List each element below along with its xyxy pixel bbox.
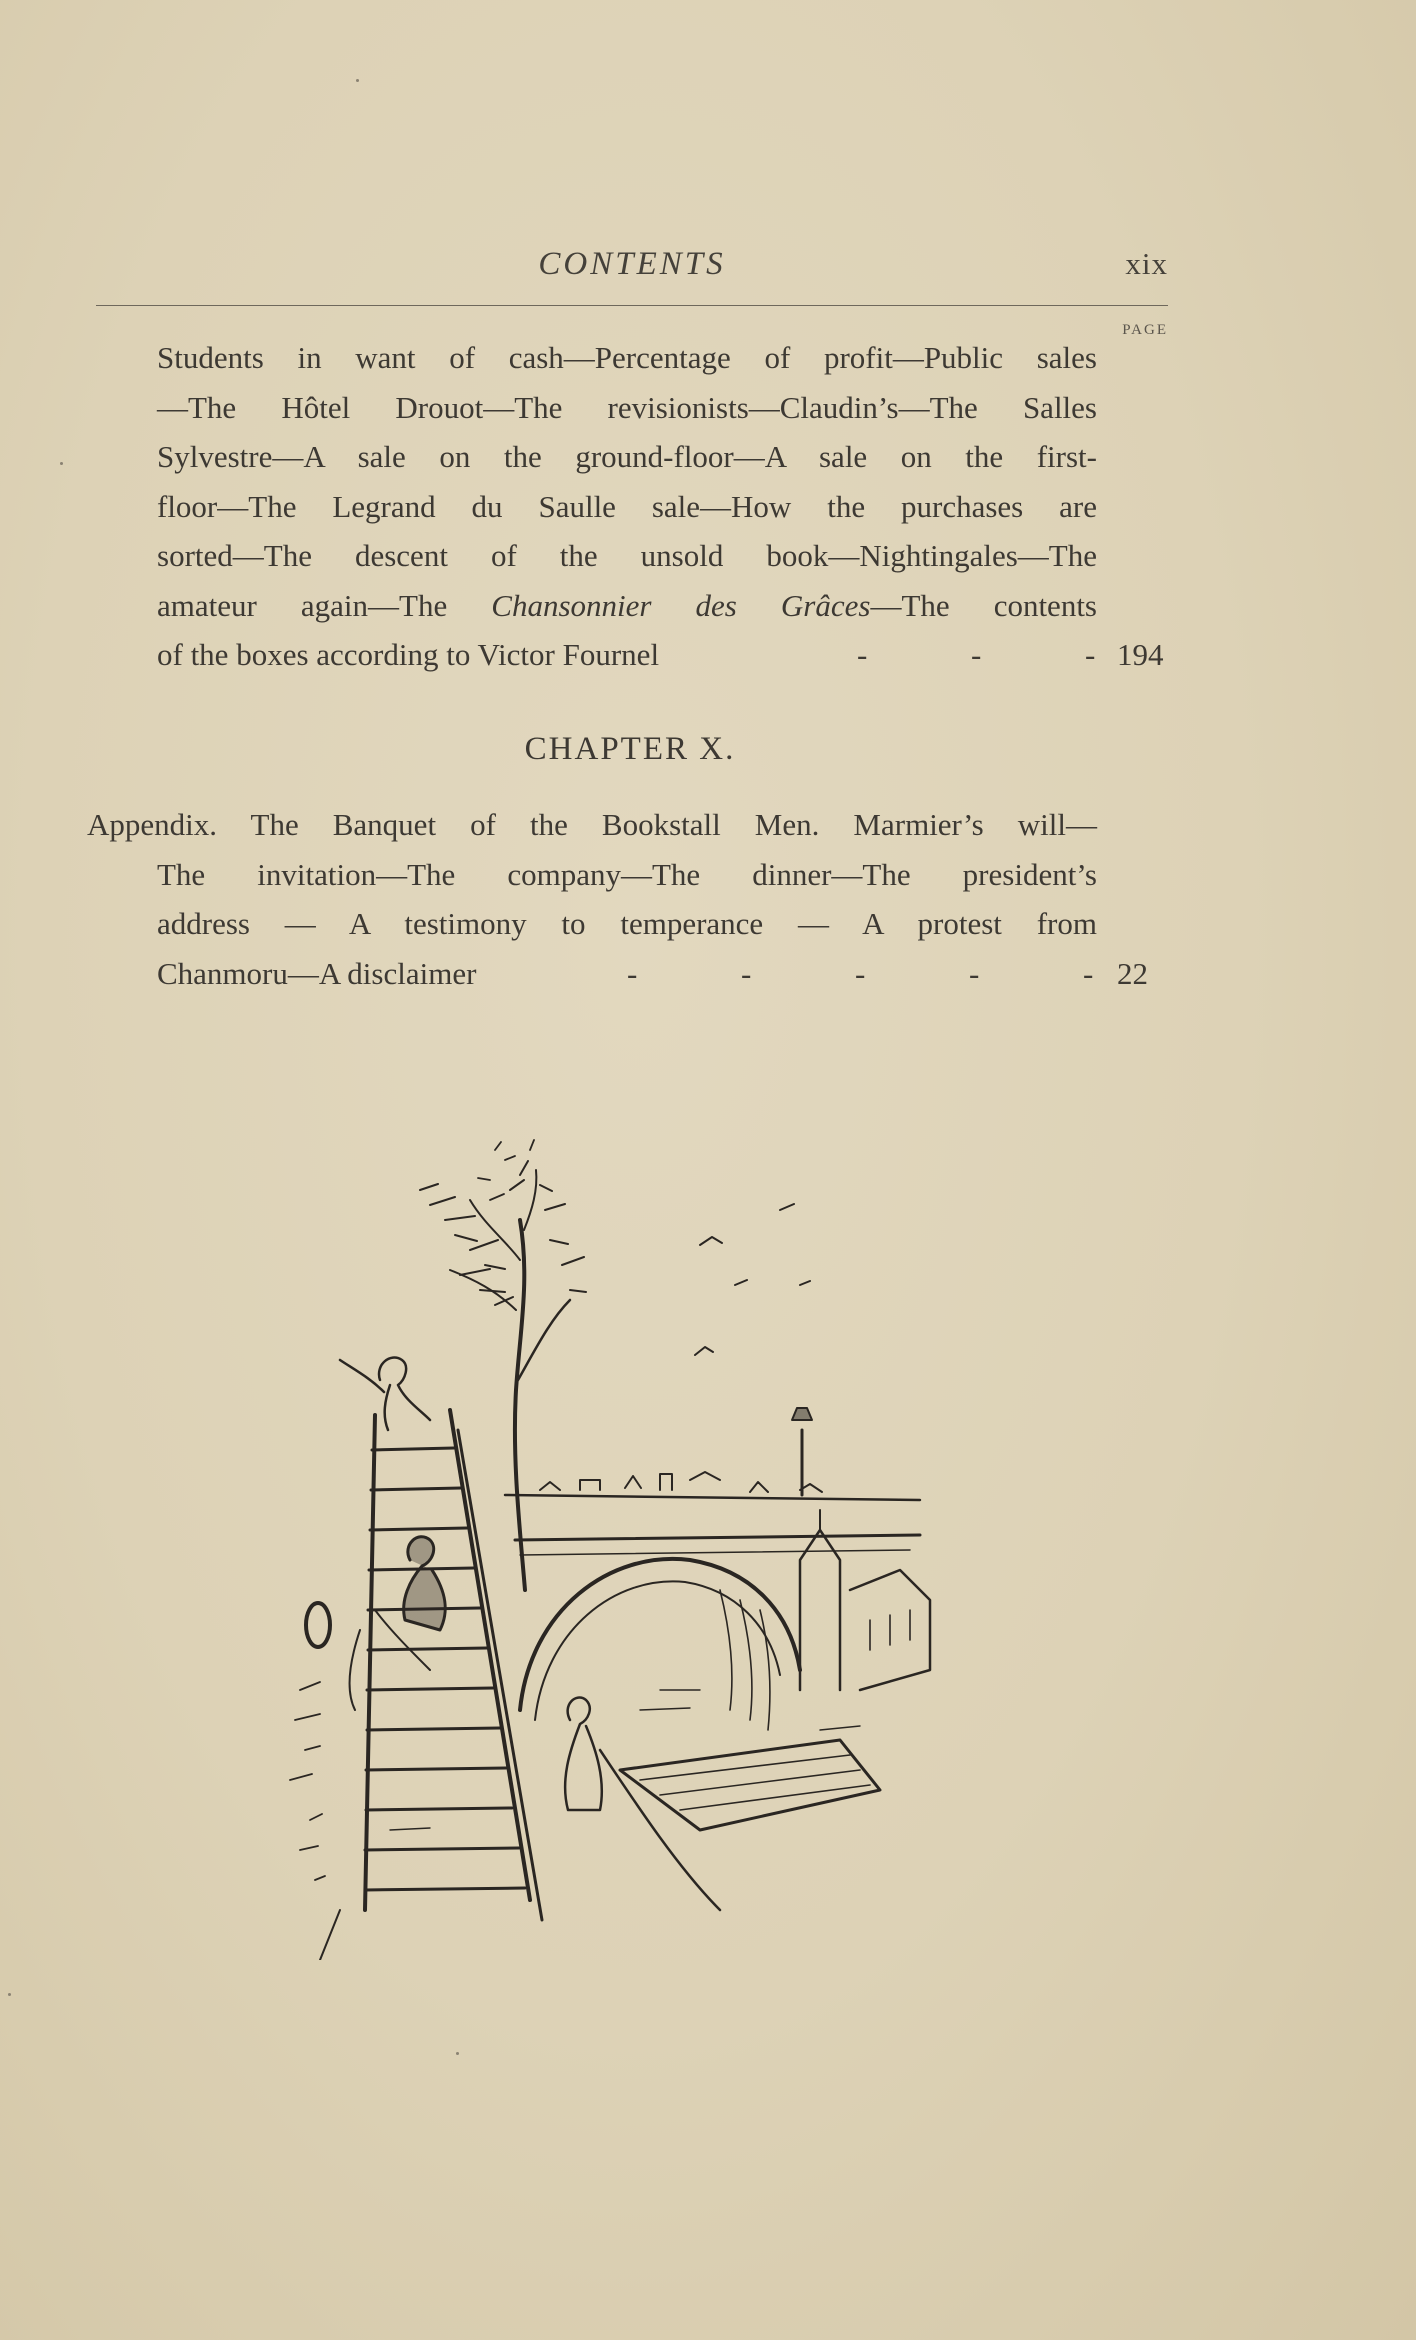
toc-line: Students in want of cash—Percentage of profit—Public sales xyxy=(157,340,1097,375)
toc-text: —The contents xyxy=(870,587,1097,623)
toc-text: of the boxes according to Victor Fournel xyxy=(157,637,660,672)
toc-page-number: 22 xyxy=(1117,955,1148,991)
toc-entry-chapter-ix xyxy=(157,333,1164,680)
toc-line: Sylvestre—A sale on the ground-floor—A sale on the first- xyxy=(157,439,1097,474)
running-title: CONTENTS xyxy=(538,246,726,282)
paper-speck xyxy=(60,462,63,465)
toc-line: address — A testimony to temperance — A protest from xyxy=(157,906,1097,941)
page-column-label: PAGE xyxy=(1122,322,1168,338)
header-rule xyxy=(96,305,1168,306)
dot-leaders: - - - - - xyxy=(627,955,1094,991)
toc-last-line xyxy=(157,630,1164,680)
toc-text: amateur again—The xyxy=(157,587,492,623)
chapter-heading: CHAPTER X. xyxy=(524,731,736,767)
toc-line: The invitation—The company—The dinner—The president’s xyxy=(157,856,1097,892)
toc-line: Appendix. The Banquet of the Bookstall Men. Marmier’s will— xyxy=(87,807,1097,842)
toc-line: sorted—The descent of the unsold book—Nightingales—The xyxy=(157,538,1097,573)
toc-last-line xyxy=(157,949,1148,999)
folio-page-number: xix xyxy=(1125,246,1168,281)
paper-speck xyxy=(456,2052,459,2055)
toc-line: —The Hôtel Drouot—The revisionists—Claudin’s—The Salles xyxy=(157,389,1097,425)
toc-line: floor—The Legrand du Saulle sale—How the purchases are xyxy=(157,488,1097,524)
paper-speck xyxy=(8,1993,11,1996)
toc-entry-chapter-x xyxy=(87,800,1148,998)
engraving-ladder-bridge-scene-icon xyxy=(280,1130,950,1960)
paper-speck xyxy=(356,79,359,82)
toc-line-with-italic xyxy=(157,581,1097,631)
toc-page-number: 194 xyxy=(1117,637,1164,672)
running-head xyxy=(96,246,1168,290)
toc-text: Chanmoru—A disclaimer xyxy=(157,955,477,991)
dot-leaders: - - - xyxy=(857,637,1096,672)
book-title-italic: Chansonnier des Grâces xyxy=(491,587,871,623)
